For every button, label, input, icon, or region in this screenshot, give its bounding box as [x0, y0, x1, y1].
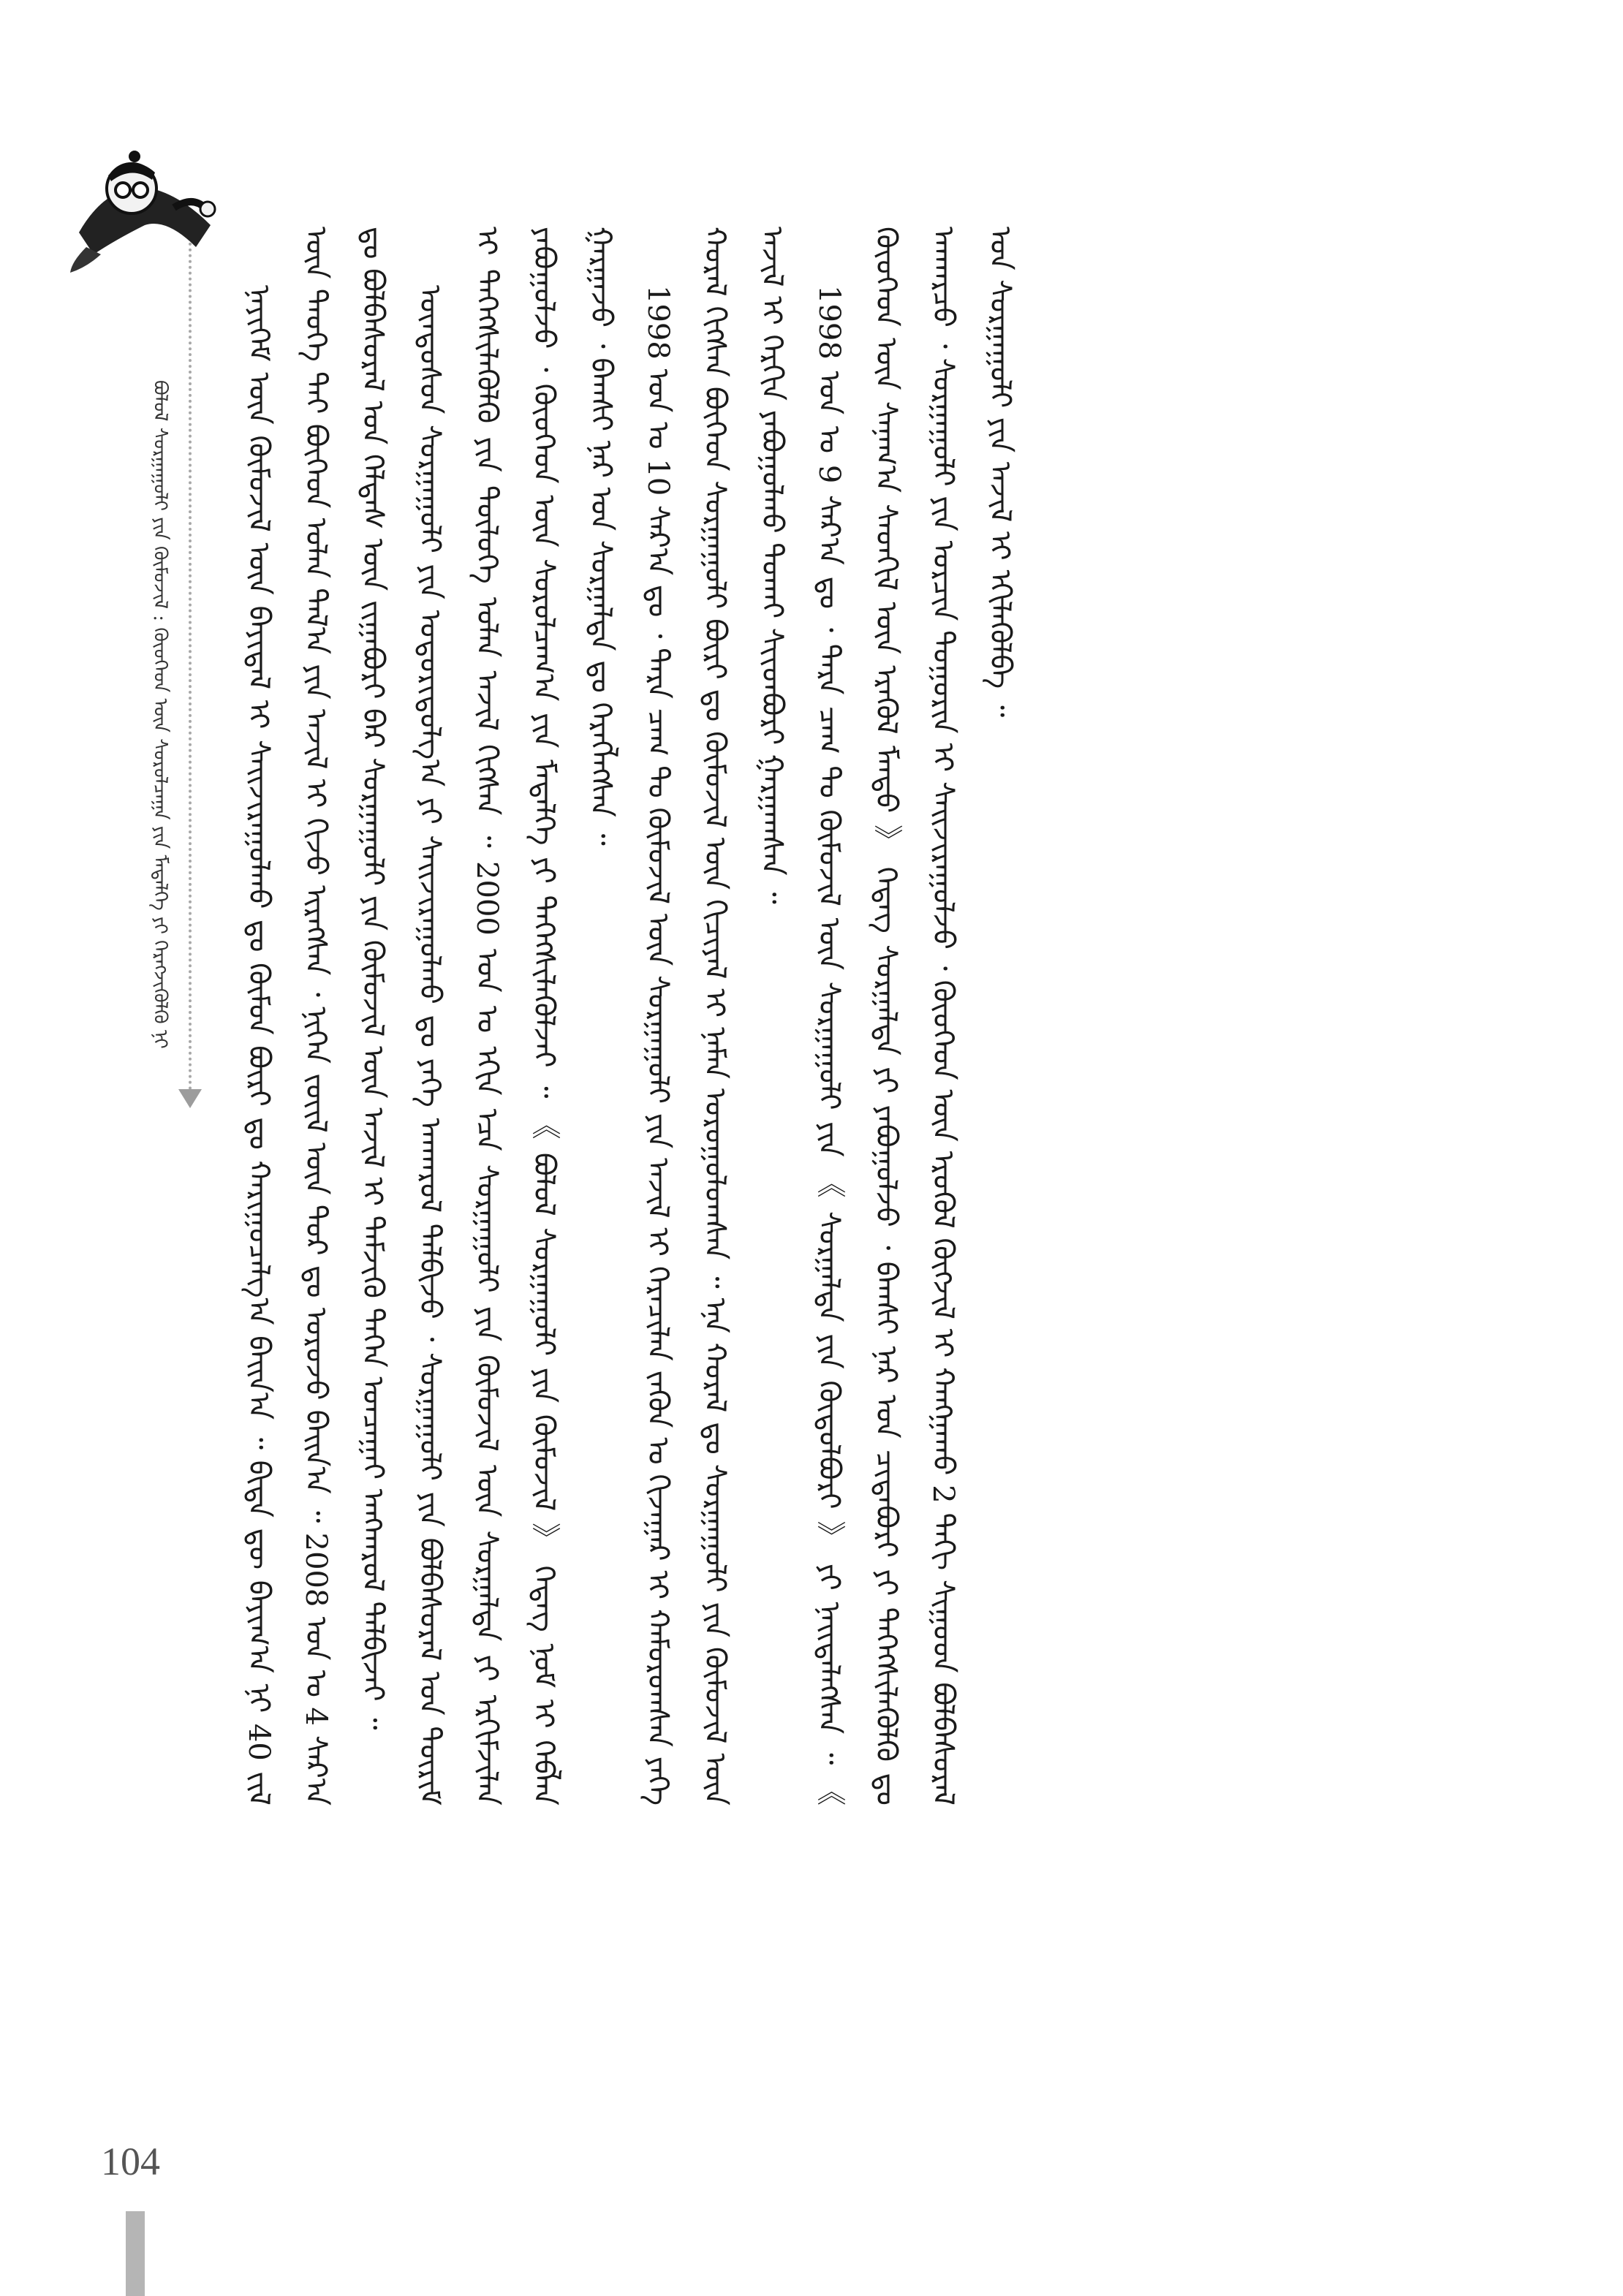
paragraph-1: ᠨᠡᠶᠢᠭᠡᠮ ᠦᠨ ᠬᠦᠮᠦᠵᠢᠯ ᠦᠨ ᠪᠠᠶᠢᠳᠠᠯ ᠢ ᠰᠠᠢᠵᠢᠷᠠᠭᠤᠯᠬᠤ ᠳᠤ ᠬᠦᠮᠦᠨ ᠪᠦᠷᠢ ᠳᠤ ᠬᠠᠷᠢᠭᠤᠴᠠᠯᠭ᠎ᠠ ᠪᠠᠢᠨ᠎ᠠ ᠃ ᠪᠢᠳᠡ ᠳᠦ ᠪᠠᠶᠢᠭ᠎ᠠ ᠨᠢ 40 ᠵᠢᠯ ᠦᠨ ᠲᠡᠦᠬᠡ ᠲᠠᠢ ᠪᠥᠭᠡᠳ ᠣᠯᠠᠨ ᠲᠠᠯ᠎ᠠ ᠶᠢᠨ ᠠᠵᠢᠯ ᠢ ᠬᠢᠵᠦ ᠢᠷᠡᠭᠰᠡᠨ ᠂ ᠨᠢᠭᠡᠨ ᠵᠦᠢᠯ ᠦᠨ ᠲᠣᠷ ᠳᠤ ᠣᠷᠣᠵᠤ ᠪᠠᠢᠨ᠎ᠠ ᠃ 2008 ᠣᠨ ᠤ 4 ᠰᠠᠷ᠎ᠠ ᠳᠤ ᠪᠣᠯᠪᠠᠰᠤᠷᠠᠯ ᠤᠨ ᠬᠡᠯᠲᠡᠰ ᠦᠨ ᠵᠢᠭᠠᠪᠤᠷᠢ ᠪᠠᠷ ᠰᠤᠷᠭᠠᠭᠤᠯᠢ ᠶᠢᠨ ᠬᠦᠮᠦᠵᠢᠯ ᠦᠨ ᠠᠵᠢᠯ ᠢ ᠳᠡᠮᠵᠢᠬᠦ ᠳᠡᠭᠡᠨ ᠣᠨᠴᠠᠭᠠᠢ ᠠᠩᠬᠠᠷᠤᠯ ᠲᠠᠯᠪᠢᠵᠠᠢ ᠃: [242, 227, 390, 1806]
paragraph-2: ᠦᠨᠳᠦᠰᠦᠨ ᠰᠤᠷᠭᠠᠭᠤᠯᠢ ᠶᠢᠨ ᠤᠳᠤᠷᠢᠳᠤᠯᠭ᠎ᠠ ᠶᠢ ᠰᠠᠢᠵᠢᠷᠠᠭᠤᠯᠬᠤ ᠳᠤ ᠶᠡᠬᠡ ᠠᠨᠬᠠᠷᠤᠯ ᠲᠠᠯᠪᠢᠵᠤ ᠂ ᠰᠤᠷᠭᠠᠭᠤᠯᠢ ᠶᠢᠨ ᠪᠣᠯᠪᠠᠰᠤᠷᠠᠯ ᠤᠨ ᠳᠦᠷᠢᠮ ᠢ ᠳᠡᠭᠡᠭᠰᠢᠯᠡᠭᠦᠯᠬᠦ ᠶᠢᠨ ᠲᠥᠯᠥᠭᠡ ᠣᠯᠠᠨ ᠠᠵᠢᠯ ᠬᠢᠭᠰᠡᠨ ᠃ 2000 ᠣᠨ ᠤ ᠡᠬᠢᠨ ᠡᠴᠡ ᠰᠤᠷᠭᠠᠭᠤᠯᠢ ᠶᠢᠨ ᠬᠦᠮᠦᠵᠢᠯ ᠦᠨ ᠰᠤᠷᠭᠠᠯᠲᠠ ᠶᠢ ᠡᠷᠭᠢᠮᠵᠢᠯᠡᠨ ᠶᠠᠪᠤᠭᠤᠯᠵᠤ ᠂ ᠬᠦᠦᠬᠡᠳ ᠦᠨ ᠰᠤᠷᠤᠯᠴᠠᠭ᠎ᠠ ᠶᠢᠨ ᠮᠡᠳᠡᠯᠭᠡ ᠶᠢ ᠳᠡᠭᠡᠭᠰᠢᠯᠡᠭᠦᠯᠵᠡᠢ ᠃ 《 ᠪᠣᠯᠣᠯ ᠰᠤᠷᠭᠠᠭᠤᠯᠢ ᠶᠢᠨ ᠬᠦᠮᠦᠵᠢᠯ 》 ᠭᠡᠳᠡᠭ ᠨᠣᠮ ᠢ ᠬᠡᠪᠯᠡᠨ ᠭᠠᠷᠭᠠᠵᠤ ᠂ ᠪᠠᠭᠰᠢ ᠨᠠᠷ ᠤᠨ ᠰᠤᠷᠭᠠᠯᠲᠠ ᠳᠤ ᠬᠡᠷᠡᠭᠯᠡᠭᠰᠡᠨ ᠃: [413, 227, 618, 1806]
body-text: [230, 227, 1378, 1806]
header-dotted-rule: [189, 219, 192, 1096]
running-header: ᠪᠣᠯᠣᠯ ᠰᠤᠷᠭᠠᠭᠤᠯᠢ ᠶᠢᠨ ᠬᠦᠮᠦᠵᠢᠯ : ᠬᠦᠦᠬᠡᠳ ᠦᠨ ᠰᠤᠷᠤᠯᠴᠠᠭᠠ ᠶᠢᠨ ᠮᠡᠳᠡᠯᠭᠡ ᠶᠢ ᠬᠡᠷᠡᠭᠵᠢᠭᠦᠯᠬᠦ ᠨᠢ: [149, 380, 171, 1049]
thumb-index-tab: [126, 2211, 145, 2296]
paragraph-4: 1998 ᠣᠨ ᠤ 9 ᠰᠠᠷ᠎ᠠ ᠳᠤ ᠂ ᠲᠡᠷᠡ ᠴᠠᠭ ᠲᠤ ᠬᠦᠮᠦᠵᠢᠯ ᠦᠨ ᠰᠤᠷᠭᠠᠭᠤᠯᠢ ᠶᠢᠨ 《 ᠰᠤᠷᠭᠠᠯᠲᠠ ᠶᠢᠨ ᠬᠥᠲᠥᠯᠪᠦᠷᠢ 》 ᠶᠢ ᠨᠡᠢᠲᠡᠯᠡᠭᠰᠡᠨ ᠃ 《 ᠬᠦᠦᠬᠡᠳ ᠦᠨ ᠰᠠᠨᠠᠭ᠎ᠠ ᠰᠡᠳᠬᠢᠯ ᠦᠨ ᠡᠷᠡᠭᠦᠯ ᠮᠡᠨᠳᠦ 》 ᠭᠡᠳᠡᠭ ᠰᠤᠷᠭᠠᠯᠲᠠ ᠶᠢ ᠶᠠᠪᠤᠭᠤᠯᠵᠤ ᠂ ᠪᠠᠭᠰᠢ ᠨᠠᠷ ᠤᠨ ᠴᠢᠳᠠᠪᠤᠷᠢ ᠶᠢ ᠳᠡᠭᠡᠭᠰᠢᠯᠡᠭᠦᠯᠬᠦ ᠳᠤ ᠠᠨᠬᠠᠷᠴᠤ ᠂ ᠰᠤᠷᠭᠠᠭᠤᠯᠢ ᠶᠢᠨ ᠣᠷᠴᠢᠨ ᠲᠣᠭᠣᠷᠢᠨ ᠢ ᠰᠠᠢᠵᠢᠷᠠᠭᠤᠯᠵᠤ ᠂ ᠬᠦᠦᠬᠡᠳ ᠦᠨ ᠡᠷᠦᠬᠦᠯ ᠬᠥᠭᠵᠢᠯ ᠢ ᠬᠠᠩᠭᠠᠬᠤ 2 ᠳᠠᠬᠢ ᠰᠢᠭᠤᠳ ᠪᠣᠯᠪᠠᠰᠤᠷᠠᠯ ᠤᠨ ᠰᠤᠷᠭᠠᠭᠤᠯᠢ ᠶᠢᠨ ᠠᠵᠢᠯ ᠢ ᠡᠬᠢᠯᠡᠭᠦᠯᠪᠡ ᠃: [812, 227, 1017, 1806]
paragraph-3: 1998 ᠣᠨ ᠤ 10 ᠰᠠᠷ᠎ᠠ ᠳᠤ ᠂ ᠲᠡᠷᠡ ᠴᠠᠭ ᠲᠤ ᠬᠦᠮᠦᠵᠢᠯ ᠦᠨ ᠰᠤᠷᠭᠠᠭᠤᠯᠢ ᠶᠢᠨ ᠠᠵᠢᠯ ᠢ ᠭᠡᠷᠡᠴᠢᠯᠡᠨ ᠵᠡᠭᠦᠨ ᠤ ᠬᠢᠵᠠᠭᠠᠷ ᠢ ᠬᠠᠮᠤᠷᠤᠭᠰᠠᠨ ᠶᠡᠬᠡ ᠬᠤᠷᠠᠯ ᠬᠢᠭᠰᠡᠨ ᠪᠥᠭᠡᠳ ᠰᠤᠷᠭᠠᠭᠤᠯᠢ ᠪᠦᠷᠢ ᠳᠤ ᠬᠦᠮᠦᠵᠢᠯ ᠦᠨ ᠬᠢᠴᠢᠶᠡᠯ ᠢ ᠨᠡᠮᠡᠨ ᠣᠷᠣᠭᠤᠯᠤᠭᠰᠠᠨ ᠃ ᠡᠨᠡ ᠬᠤᠷᠠᠯ ᠳᠤ ᠰᠤᠷᠭᠠᠭᠤᠯᠢ ᠶᠢᠨ ᠬᠦᠮᠦᠵᠢᠯ ᠦᠨ ᠠᠵᠢᠯ ᠢ ᠬᠡᠷᠬᠢᠨ ᠶᠠᠪᠤᠭᠤᠯᠬᠤ ᠲᠤᠬᠠᠢ ᠰᠢᠢᠳᠪᠦᠷᠢ ᠭᠠᠷᠭᠠᠭᠰᠠᠨ ᠃: [641, 227, 789, 1806]
header-triangle-marker: [178, 1089, 202, 1108]
page-number: 104: [101, 2140, 160, 2183]
mascot-scholar-illustration: [64, 137, 221, 284]
